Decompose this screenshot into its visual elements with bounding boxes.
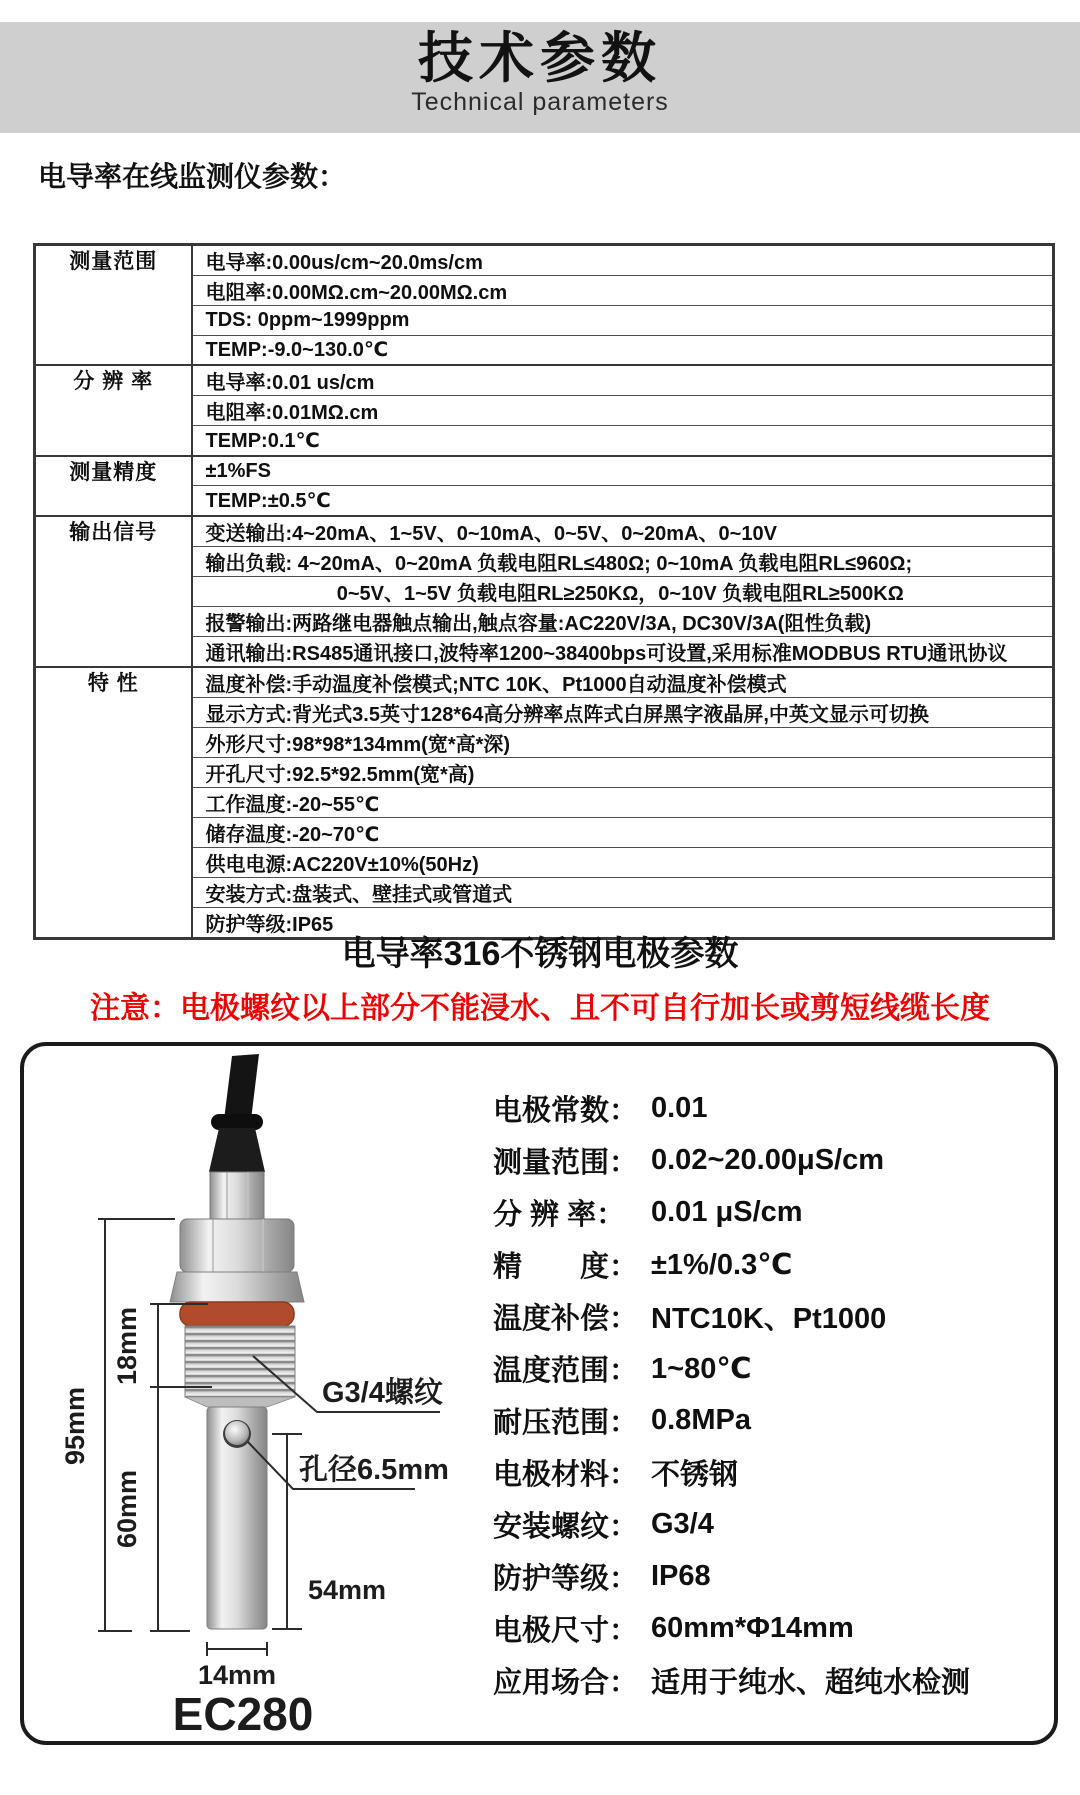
hole-diameter-label: 孔径6.5mm xyxy=(299,1454,449,1486)
param-label: 电极尺寸： xyxy=(493,1614,639,1647)
spec-group-label: 特 性 xyxy=(35,667,192,939)
spec-group-label: 测量范围 xyxy=(35,245,192,366)
electrode-param-row xyxy=(493,1290,1048,1342)
electrode-param-row xyxy=(493,1134,1048,1186)
electrode-param-row xyxy=(493,1446,1048,1498)
electrode-param-row xyxy=(493,1498,1048,1550)
electrode-body-graphic xyxy=(170,1172,304,1629)
param-value: 0.8MPa xyxy=(651,1403,751,1436)
param-value: 0.01 μS/cm xyxy=(651,1195,803,1228)
cable-graphic xyxy=(209,1054,265,1172)
param-value: 60mm*Φ14mm xyxy=(651,1611,854,1644)
dim-probe-length: 60mm xyxy=(112,1469,142,1549)
spec-row-value: TEMP:±0.5℃ xyxy=(192,486,1054,516)
param-label: 电极材料： xyxy=(493,1458,639,1491)
spec-group-label: 输出信号 xyxy=(35,516,192,667)
spec-row-value: 安装方式:盘装式、壁挂式或管道式 xyxy=(192,877,1054,907)
spec-row-value: TEMP:-9.0~130.0℃ xyxy=(192,335,1054,365)
param-value: 1~80℃ xyxy=(651,1352,752,1385)
param-value: 0.01 xyxy=(651,1091,708,1124)
spec-row-value: 变送输出:4~20mA、1~5V、0~10mA、0~5V、0~20mA、0~10V xyxy=(192,516,1054,547)
spec-row-value: 温度补偿:手动温度补偿模式;NTC 10K、Pt1000自动温度补偿模式 xyxy=(192,667,1054,698)
param-label: 电极常数： xyxy=(493,1094,639,1127)
electrode-param-row xyxy=(493,1394,1048,1446)
param-value: ±1%/0.3℃ xyxy=(651,1248,793,1281)
spec-row-value: 输出负载: 4~20mA、0~20mA 负载电阻RL≤480Ω; 0~10mA 负载电阻RL≤960Ω; xyxy=(192,546,1054,576)
meter-params-heading: 电导率在线监测仪参数： xyxy=(38,161,347,192)
spec-row-value: 通讯输出:RS485通讯接口,波特率1200~38400bps可设置,采用标准MODBUS RTU通讯协议 xyxy=(192,636,1054,667)
spec-row-value: 0~5V、1~5V 负载电阻RL≥250KΩ，0~10V 负载电阻RL≥500KΩ xyxy=(192,576,1054,606)
electrode-param-row xyxy=(493,1342,1048,1394)
spec-row-value: TEMP:0.1℃ xyxy=(192,426,1054,456)
electrode-section-title: 电导率316不锈钢电极参数 xyxy=(341,935,739,973)
param-label: 应用场合： xyxy=(493,1666,639,1699)
thread-spec-label: G3/4螺纹 xyxy=(322,1377,443,1409)
electrode-param-row xyxy=(493,1082,1048,1134)
param-label: 安装螺纹： xyxy=(493,1510,639,1543)
electrode-param-row xyxy=(493,1550,1048,1602)
spec-row-value: 开孔尺寸:92.5*92.5mm(宽*高) xyxy=(192,757,1054,787)
electrode-diagram xyxy=(20,1046,480,1742)
param-value: 0.02~20.00μS/cm xyxy=(651,1143,885,1176)
spec-row-value: 供电电源:AC220V±10%(50Hz) xyxy=(192,847,1054,877)
param-value: G3/4 xyxy=(651,1507,714,1540)
dim-side-length: 54mm xyxy=(308,1575,387,1605)
spec-row-value: 电导率:0.00us/cm~20.0ms/cm xyxy=(205,252,483,274)
spec-row-value: 外形尺寸:98*98*134mm(宽*高*深) xyxy=(192,727,1054,757)
dim-overall: 95mm xyxy=(60,1386,90,1466)
spec-row-value: 防护等级:IP65 xyxy=(192,907,1054,938)
spec-row-value: 报警输出:两路继电器触点输出,触点容量:AC220V/3A, DC30V/3A(阻性负载) xyxy=(192,606,1054,636)
electrode-param-row xyxy=(493,1602,1048,1654)
spec-row-value: 显示方式:背光式3.5英寸128*64高分辨率点阵式白屏黑字液晶屏,中英文显示可切换 xyxy=(192,697,1054,727)
param-value: 适用于纯水、超纯水检测 xyxy=(651,1666,971,1699)
param-label: 耐压范围： xyxy=(493,1406,639,1439)
spec-table xyxy=(33,243,1055,940)
param-value: NTC10K、Pt1000 xyxy=(651,1302,887,1335)
param-label: 测量范围： xyxy=(493,1146,639,1179)
page-subtitle: Technical parameters xyxy=(411,88,669,116)
spec-row-value: 电阻率:0.00MΩ.cm~20.00MΩ.cm xyxy=(192,276,1054,306)
param-label: 温度补偿： xyxy=(493,1302,639,1335)
spec-row-value: ±1%FS xyxy=(192,456,1054,486)
param-label: 防护等级： xyxy=(493,1562,639,1595)
warning-text: 注意：电极螺纹以上部分不能浸水、且不可自行加长或剪短线缆长度 xyxy=(90,992,990,1025)
electrode-param-row xyxy=(493,1186,1048,1238)
param-value: 不锈钢 xyxy=(651,1458,739,1491)
param-label: 温度范围： xyxy=(493,1354,639,1387)
header-band xyxy=(0,22,1080,133)
electrode-param-row xyxy=(493,1654,1048,1706)
spec-row-value: 电阻率:0.01MΩ.cm xyxy=(192,396,1054,426)
spec-row-value: 电导率:0.01 us/cm xyxy=(192,365,1054,396)
spec-row-value: 储存温度:-20~70℃ xyxy=(192,817,1054,847)
dim-diameter: 14mm xyxy=(197,1660,277,1690)
spec-row-value: 工作温度:-20~55℃ xyxy=(192,787,1054,817)
electrode-params-list xyxy=(493,1082,1048,1706)
electrode-param-row xyxy=(493,1238,1048,1290)
param-label: 精 度： xyxy=(493,1250,639,1283)
dim-thread-length: 18mm xyxy=(112,1306,142,1386)
o-ring-graphic xyxy=(180,1302,294,1326)
spec-row-value: TDS: 0ppm~1999ppm xyxy=(192,306,1054,336)
param-label: 分 辨 率： xyxy=(493,1198,626,1231)
page-title: 技术参数 xyxy=(417,27,662,89)
param-value: IP68 xyxy=(651,1559,711,1592)
spec-group-label: 分 辨 率 xyxy=(35,365,192,456)
model-label: EC280 xyxy=(172,1688,314,1740)
spec-group-label: 测量精度 xyxy=(35,456,192,516)
